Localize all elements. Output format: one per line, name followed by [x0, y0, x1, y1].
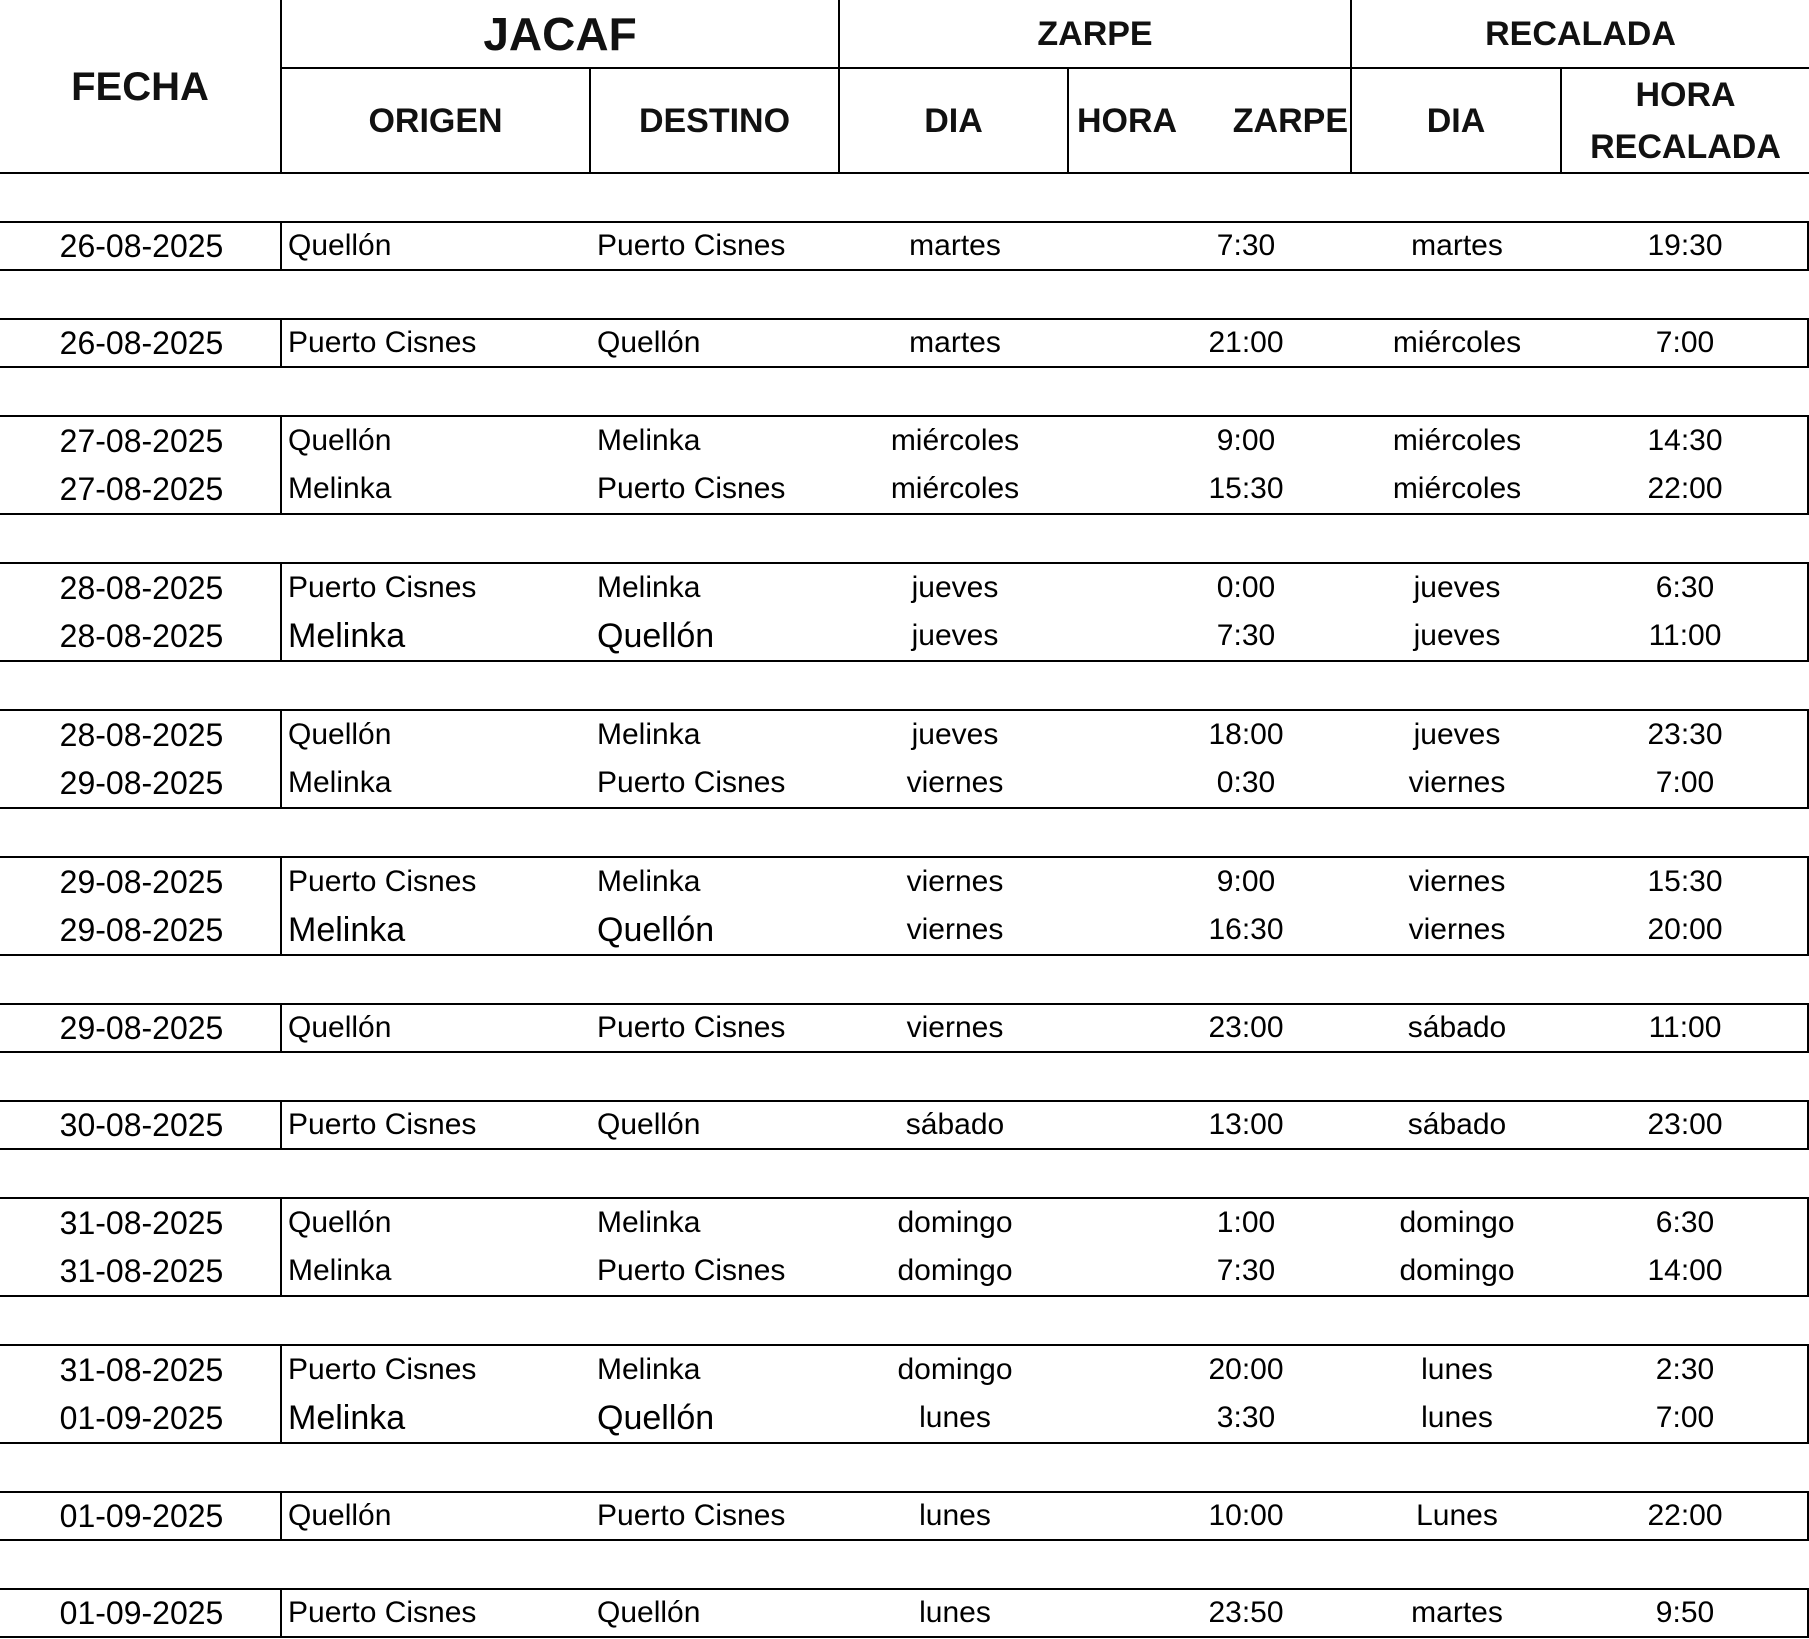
cell-origen: Melinka: [288, 1398, 406, 1437]
cell-destino: Puerto Cisnes: [597, 766, 786, 799]
cell-dia-zarpe: lunes: [919, 1401, 991, 1434]
cell-fecha: 28-08-2025: [59, 617, 224, 654]
cell-dia-zarpe: jueves: [911, 619, 999, 652]
cell-origen: Puerto Cisnes: [288, 1596, 477, 1629]
trip-group: [0, 415, 1809, 515]
cell-hora-zarpe: 7:30: [1216, 1254, 1276, 1287]
cell-origen: Quellón: [288, 229, 392, 262]
cell-origen: Melinka: [288, 616, 406, 655]
trip-group: [0, 318, 1809, 368]
header-zarpe-group: ZARPE: [1037, 14, 1153, 53]
cell-destino: Quellón: [597, 1596, 701, 1629]
cell-hora-zarpe: 0:00: [1216, 571, 1276, 604]
cell-hora-zarpe: 18:00: [1208, 718, 1284, 751]
cell-hora-recalada: 19:30: [1647, 229, 1723, 262]
header-hora-recalada-line2: RECALADA: [1590, 128, 1781, 166]
cell-fecha: 28-08-2025: [59, 716, 224, 753]
trip-group: [0, 1491, 1809, 1541]
cell-origen: Quellón: [288, 1206, 392, 1239]
cell-dia-recalada: Lunes: [1416, 1499, 1498, 1532]
cell-hora-recalada: 11:00: [1648, 1011, 1722, 1044]
cell-hora-zarpe: 20:00: [1208, 1353, 1284, 1386]
cell-destino: Quellón: [597, 1108, 701, 1141]
cell-hora-zarpe: 7:30: [1216, 619, 1276, 652]
cell-dia-recalada: viernes: [1408, 865, 1506, 898]
cell-hora-recalada: 15:30: [1647, 865, 1723, 898]
cell-destino: Quellón: [597, 910, 715, 949]
cell-hora-recalada: 9:50: [1655, 1596, 1715, 1629]
cell-destino: Puerto Cisnes: [597, 229, 786, 262]
cell-fecha: 29-08-2025: [59, 764, 224, 801]
cell-destino: Puerto Cisnes: [597, 1499, 786, 1532]
cell-dia-zarpe: viernes: [906, 913, 1004, 946]
table-row: [0, 1590, 1807, 1636]
table-row: [0, 1005, 1807, 1051]
cell-hora-zarpe: 15:30: [1208, 472, 1284, 505]
trip-group: [0, 1588, 1809, 1638]
cell-fecha: 01-09-2025: [59, 1497, 224, 1534]
cell-fecha: 30-08-2025: [59, 1106, 224, 1143]
cell-dia-zarpe: viernes: [906, 766, 1004, 799]
cell-dia-zarpe: lunes: [919, 1596, 991, 1629]
table-row: [0, 711, 1807, 759]
cell-dia-zarpe: martes: [909, 326, 1001, 359]
cell-hora-recalada: 2:30: [1655, 1353, 1715, 1386]
trip-group: [0, 1344, 1809, 1444]
cell-dia-recalada: miércoles: [1392, 326, 1522, 359]
header-origen: ORIGEN: [368, 101, 503, 140]
cell-dia-zarpe: domingo: [897, 1353, 1013, 1386]
cell-dia-zarpe: jueves: [911, 718, 999, 751]
cell-dia-recalada: miércoles: [1392, 424, 1522, 457]
cell-dia-recalada: viernes: [1408, 913, 1506, 946]
cell-fecha: 01-09-2025: [59, 1399, 224, 1436]
header-dia-recalada: DIA: [1426, 101, 1486, 140]
cell-hora-recalada: 20:00: [1647, 913, 1723, 946]
cell-dia-zarpe: jueves: [911, 571, 999, 604]
cell-hora-zarpe: 0:30: [1216, 766, 1276, 799]
cell-origen: Melinka: [288, 1254, 392, 1287]
cell-hora-zarpe: 7:30: [1216, 229, 1276, 262]
cell-destino: Puerto Cisnes: [597, 1254, 786, 1287]
cell-fecha: 29-08-2025: [59, 911, 224, 948]
cell-origen: Melinka: [288, 766, 392, 799]
cell-dia-zarpe: martes: [909, 229, 1001, 262]
cell-hora-recalada: 7:00: [1655, 326, 1715, 359]
cell-dia-zarpe: viernes: [906, 865, 1004, 898]
cell-destino: Melinka: [597, 571, 701, 604]
table-row: [0, 906, 1807, 954]
cell-fecha: 31-08-2025: [59, 1204, 224, 1241]
header-vessel-name: JACAF: [483, 8, 637, 60]
cell-origen: Puerto Cisnes: [288, 865, 477, 898]
cell-dia-recalada: sábado: [1407, 1011, 1507, 1044]
cell-hora-recalada: 7:00: [1655, 1401, 1715, 1434]
cell-dia-zarpe: lunes: [919, 1499, 991, 1532]
trip-group: [0, 1003, 1809, 1053]
cell-hora-zarpe: 16:30: [1208, 913, 1284, 946]
cell-hora-zarpe: 1:00: [1216, 1206, 1276, 1239]
trip-group: [0, 562, 1809, 662]
cell-fecha: 29-08-2025: [59, 1009, 224, 1046]
cell-destino: Melinka: [597, 424, 701, 457]
header-hora-zarpe-a: HORA: [1077, 101, 1178, 140]
trip-group: [0, 1100, 1809, 1150]
cell-dia-recalada: viernes: [1408, 766, 1506, 799]
cell-destino: Quellón: [597, 326, 701, 359]
cell-fecha: 01-09-2025: [59, 1594, 224, 1631]
cell-fecha: 31-08-2025: [59, 1252, 224, 1289]
cell-fecha: 27-08-2025: [59, 422, 224, 459]
cell-destino: Melinka: [597, 1206, 701, 1239]
cell-fecha: 28-08-2025: [59, 569, 224, 606]
cell-hora-zarpe: 21:00: [1208, 326, 1284, 359]
cell-fecha: 26-08-2025: [59, 324, 224, 361]
trip-group: [0, 709, 1809, 809]
cell-hora-recalada: 14:00: [1647, 1254, 1723, 1287]
header-destino: DESTINO: [638, 101, 791, 140]
cell-fecha: 27-08-2025: [59, 470, 224, 507]
cell-dia-recalada: domingo: [1399, 1254, 1515, 1287]
cell-destino: Puerto Cisnes: [597, 1011, 786, 1044]
cell-dia-zarpe: miércoles: [890, 472, 1020, 505]
cell-dia-recalada: jueves: [1413, 619, 1501, 652]
cell-dia-recalada: miércoles: [1392, 472, 1522, 505]
cell-dia-recalada: sábado: [1407, 1108, 1507, 1141]
cell-origen: Quellón: [288, 718, 392, 751]
cell-hora-recalada: 14:30: [1647, 424, 1723, 457]
cell-dia-zarpe: miércoles: [890, 424, 1020, 457]
cell-hora-recalada: 11:00: [1648, 619, 1722, 652]
trip-group: [0, 221, 1809, 271]
header-recalada-group: RECALADA: [1485, 14, 1676, 53]
cell-dia-recalada: martes: [1411, 229, 1503, 262]
cell-hora-zarpe: 23:50: [1208, 1596, 1284, 1629]
cell-origen: Melinka: [288, 472, 392, 505]
cell-dia-zarpe: domingo: [897, 1206, 1013, 1239]
cell-origen: Puerto Cisnes: [288, 1353, 477, 1386]
header-fecha: FECHA: [71, 64, 209, 109]
cell-origen: Quellón: [288, 1011, 392, 1044]
cell-hora-recalada: 6:30: [1655, 571, 1715, 604]
cell-hora-zarpe: 10:00: [1208, 1499, 1284, 1532]
table-row: [0, 465, 1807, 513]
cell-hora-recalada: 22:00: [1647, 1499, 1723, 1532]
table-row: [0, 417, 1807, 465]
table-row: [0, 1199, 1807, 1247]
cell-origen: Quellón: [288, 1499, 392, 1532]
trip-group: [0, 856, 1809, 956]
header-dia-zarpe: DIA: [924, 101, 983, 140]
cell-hora-recalada: 7:00: [1655, 766, 1715, 799]
cell-destino: Melinka: [597, 718, 701, 751]
cell-dia-recalada: jueves: [1413, 718, 1501, 751]
cell-hora-recalada: 23:00: [1647, 1108, 1723, 1141]
header-hora-recalada-line1: HORA: [1635, 76, 1736, 114]
cell-fecha: 31-08-2025: [59, 1351, 224, 1388]
header-hora-recalada: [1562, 70, 1809, 172]
schedule-table-body: [0, 174, 1809, 1638]
cell-hora-zarpe: 9:00: [1216, 865, 1276, 898]
cell-hora-zarpe: 13:00: [1208, 1108, 1284, 1141]
table-row: [0, 1102, 1807, 1148]
table-row: [0, 759, 1807, 807]
cell-dia-zarpe: viernes: [906, 1011, 1004, 1044]
table-row: [0, 612, 1807, 660]
table-header: [0, 0, 1809, 174]
cell-hora-recalada: 6:30: [1655, 1206, 1715, 1239]
cell-dia-recalada: jueves: [1413, 571, 1501, 604]
table-row: [0, 1346, 1807, 1394]
table-row: [0, 1394, 1807, 1442]
table-row: [0, 858, 1807, 906]
cell-origen: Puerto Cisnes: [288, 1108, 477, 1141]
cell-hora-zarpe: 23:00: [1208, 1011, 1284, 1044]
cell-dia-recalada: lunes: [1421, 1353, 1493, 1386]
cell-hora-recalada: 23:30: [1647, 718, 1723, 751]
table-row: [0, 223, 1807, 269]
cell-origen: Quellón: [288, 424, 392, 457]
table-row: [0, 1493, 1807, 1539]
cell-dia-zarpe: domingo: [897, 1254, 1013, 1287]
cell-hora-zarpe: 9:00: [1216, 424, 1276, 457]
cell-destino: Quellón: [597, 616, 715, 655]
cell-destino: Melinka: [597, 1353, 701, 1386]
cell-dia-recalada: lunes: [1421, 1401, 1493, 1434]
table-row: [0, 320, 1807, 366]
cell-fecha: 29-08-2025: [59, 863, 224, 900]
cell-origen: Puerto Cisnes: [288, 326, 477, 359]
cell-destino: Quellón: [597, 1398, 715, 1437]
table-row: [0, 1247, 1807, 1295]
cell-origen: Puerto Cisnes: [288, 571, 477, 604]
cell-destino: Puerto Cisnes: [597, 472, 786, 505]
cell-hora-zarpe: 3:30: [1216, 1401, 1276, 1434]
cell-destino: Melinka: [597, 865, 701, 898]
cell-dia-zarpe: sábado: [905, 1108, 1005, 1141]
header-hora-zarpe-b: ZARPE: [1232, 101, 1348, 140]
cell-origen: Melinka: [288, 910, 406, 949]
cell-fecha: 26-08-2025: [59, 227, 224, 264]
table-row: [0, 564, 1807, 612]
cell-dia-recalada: martes: [1411, 1596, 1503, 1629]
cell-hora-recalada: 22:00: [1647, 472, 1723, 505]
cell-dia-recalada: domingo: [1399, 1206, 1515, 1239]
trip-group: [0, 1197, 1809, 1297]
